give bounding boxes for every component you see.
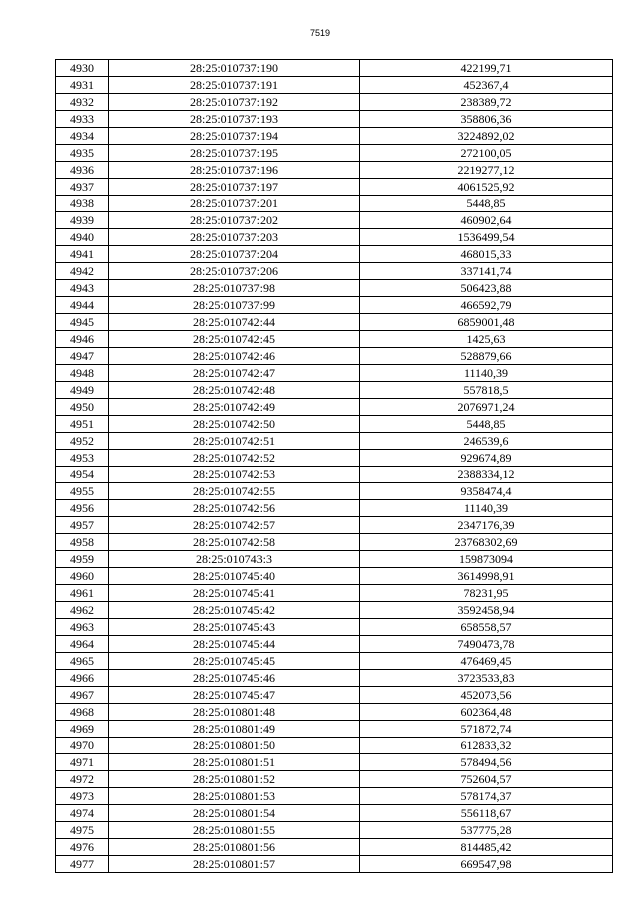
cadastral-number-cell: 28:25:010742:49 — [109, 398, 360, 415]
table-row — [56, 754, 613, 771]
cadastral-value-cell: 528879,66 — [360, 347, 613, 364]
cadastral-number-cell: 28:25:010742:56 — [109, 500, 360, 517]
table-row — [56, 195, 613, 212]
table-row — [56, 585, 613, 602]
table-body — [56, 60, 613, 873]
row-number-cell: 4943 — [56, 280, 109, 297]
cadastral-number-cell: 28:25:010742:55 — [109, 483, 360, 500]
row-number-cell: 4949 — [56, 381, 109, 398]
cadastral-number-cell: 28:25:010737:197 — [109, 178, 360, 195]
cadastral-value-cell: 6859001,48 — [360, 314, 613, 331]
cadastral-value-cell: 537775,28 — [360, 822, 613, 839]
cadastral-value-cell: 752604,57 — [360, 771, 613, 788]
cadastral-value-cell: 452073,56 — [360, 686, 613, 703]
row-number-cell: 4947 — [56, 347, 109, 364]
cadastral-value-cell: 5448,85 — [360, 195, 613, 212]
cadastral-number-cell: 28:25:010745:47 — [109, 686, 360, 703]
row-number-cell: 4956 — [56, 500, 109, 517]
cadastral-value-cell: 556118,67 — [360, 805, 613, 822]
row-number-cell: 4939 — [56, 212, 109, 229]
cadastral-number-cell: 28:25:010742:50 — [109, 415, 360, 432]
table-row — [56, 297, 613, 314]
cadastral-number-cell: 28:25:010801:54 — [109, 805, 360, 822]
cadastral-value-cell: 246539,6 — [360, 432, 613, 449]
cadastral-number-cell: 28:25:010745:44 — [109, 635, 360, 652]
row-number-cell: 4960 — [56, 568, 109, 585]
row-number-cell: 4957 — [56, 517, 109, 534]
row-number-cell: 4962 — [56, 602, 109, 619]
row-number-cell: 4966 — [56, 669, 109, 686]
cadastral-number-cell: 28:25:010737:203 — [109, 229, 360, 246]
row-number-cell: 4944 — [56, 297, 109, 314]
cadastral-value-cell: 460902,64 — [360, 212, 613, 229]
cadastral-value-cell: 78231,95 — [360, 585, 613, 602]
table-row — [56, 60, 613, 77]
cadastral-number-cell: 28:25:010737:194 — [109, 127, 360, 144]
row-number-cell: 4955 — [56, 483, 109, 500]
table-row — [56, 415, 613, 432]
table-row — [56, 381, 613, 398]
table-row — [56, 737, 613, 754]
table-row — [56, 618, 613, 635]
cadastral-number-cell: 28:25:010745:42 — [109, 602, 360, 619]
row-number-cell: 4938 — [56, 195, 109, 212]
table-row — [56, 771, 613, 788]
cadastral-value-cell: 337141,74 — [360, 263, 613, 280]
row-number-cell: 4961 — [56, 585, 109, 602]
table-row — [56, 686, 613, 703]
table-row — [56, 449, 613, 466]
row-number-cell: 4950 — [56, 398, 109, 415]
row-number-cell: 4934 — [56, 127, 109, 144]
cadastral-value-cell: 1425,63 — [360, 331, 613, 348]
cadastral-value-cell: 578494,56 — [360, 754, 613, 771]
table-row — [56, 212, 613, 229]
cadastral-number-cell: 28:25:010737:195 — [109, 144, 360, 161]
row-number-cell: 4952 — [56, 432, 109, 449]
cadastral-number-cell: 28:25:010745:46 — [109, 669, 360, 686]
row-number-cell: 4973 — [56, 788, 109, 805]
cadastral-number-cell: 28:25:010745:43 — [109, 618, 360, 635]
row-number-cell: 4940 — [56, 229, 109, 246]
row-number-cell: 4975 — [56, 822, 109, 839]
cadastral-value-table — [55, 59, 613, 873]
cadastral-number-cell: 28:25:010737:206 — [109, 263, 360, 280]
cadastral-value-cell: 2076971,24 — [360, 398, 613, 415]
row-number-cell: 4968 — [56, 703, 109, 720]
cadastral-number-cell: 28:25:010745:40 — [109, 568, 360, 585]
cadastral-number-cell: 28:25:010742:44 — [109, 314, 360, 331]
cadastral-number-cell: 28:25:010801:57 — [109, 856, 360, 873]
table-row — [56, 144, 613, 161]
cadastral-value-cell: 468015,33 — [360, 246, 613, 263]
cadastral-number-cell: 28:25:010737:190 — [109, 60, 360, 77]
cadastral-value-cell: 2219277,12 — [360, 161, 613, 178]
cadastral-value-cell: 612833,32 — [360, 737, 613, 754]
row-number-cell: 4931 — [56, 76, 109, 93]
row-number-cell: 4969 — [56, 720, 109, 737]
table-row — [56, 568, 613, 585]
table-row — [56, 229, 613, 246]
cadastral-number-cell: 28:25:010801:50 — [109, 737, 360, 754]
row-number-cell: 4967 — [56, 686, 109, 703]
table-row — [56, 635, 613, 652]
cadastral-value-cell: 2347176,39 — [360, 517, 613, 534]
cadastral-number-cell: 28:25:010801:48 — [109, 703, 360, 720]
cadastral-number-cell: 28:25:010742:47 — [109, 364, 360, 381]
cadastral-number-cell: 28:25:010737:192 — [109, 93, 360, 110]
cadastral-value-cell: 3224892,02 — [360, 127, 613, 144]
row-number-cell: 4933 — [56, 110, 109, 127]
table-row — [56, 110, 613, 127]
row-number-cell: 4965 — [56, 652, 109, 669]
cadastral-number-cell: 28:25:010737:201 — [109, 195, 360, 212]
cadastral-value-cell: 658558,57 — [360, 618, 613, 635]
table-row — [56, 720, 613, 737]
cadastral-number-cell: 28:25:010737:99 — [109, 297, 360, 314]
cadastral-value-cell: 814485,42 — [360, 839, 613, 856]
cadastral-value-cell: 272100,05 — [360, 144, 613, 161]
table-row — [56, 839, 613, 856]
row-number-cell: 4935 — [56, 144, 109, 161]
cadastral-value-cell: 466592,79 — [360, 297, 613, 314]
table-row — [56, 76, 613, 93]
table-row — [56, 856, 613, 873]
cadastral-number-cell: 28:25:010801:52 — [109, 771, 360, 788]
row-number-cell: 4971 — [56, 754, 109, 771]
row-number-cell: 4942 — [56, 263, 109, 280]
cadastral-number-cell: 28:25:010742:53 — [109, 466, 360, 483]
row-number-cell: 4972 — [56, 771, 109, 788]
cadastral-value-cell: 358806,36 — [360, 110, 613, 127]
table-row — [56, 534, 613, 551]
table-row — [56, 551, 613, 568]
row-number-cell: 4977 — [56, 856, 109, 873]
table-row — [56, 161, 613, 178]
table-row — [56, 703, 613, 720]
table-row — [56, 280, 613, 297]
row-number-cell: 4941 — [56, 246, 109, 263]
cadastral-number-cell: 28:25:010801:55 — [109, 822, 360, 839]
table-row — [56, 178, 613, 195]
table-row — [56, 93, 613, 110]
cadastral-number-cell: 28:25:010743:3 — [109, 551, 360, 568]
cadastral-number-cell: 28:25:010742:45 — [109, 331, 360, 348]
cadastral-value-cell: 578174,37 — [360, 788, 613, 805]
table-row — [56, 398, 613, 415]
cadastral-value-cell: 422199,71 — [360, 60, 613, 77]
row-number-cell: 4951 — [56, 415, 109, 432]
table-row — [56, 246, 613, 263]
table-row — [56, 500, 613, 517]
row-number-cell: 4930 — [56, 60, 109, 77]
table-row — [56, 263, 613, 280]
cadastral-value-cell: 11140,39 — [360, 364, 613, 381]
cadastral-value-cell: 3614998,91 — [360, 568, 613, 585]
cadastral-value-cell: 476469,45 — [360, 652, 613, 669]
row-number-cell: 4953 — [56, 449, 109, 466]
table-row — [56, 822, 613, 839]
row-number-cell: 4963 — [56, 618, 109, 635]
row-number-cell: 4936 — [56, 161, 109, 178]
table-row — [56, 788, 613, 805]
row-number-cell: 4946 — [56, 331, 109, 348]
cadastral-value-cell: 2388334,12 — [360, 466, 613, 483]
cadastral-value-cell: 3723533,83 — [360, 669, 613, 686]
cadastral-value-cell: 7490473,78 — [360, 635, 613, 652]
cadastral-value-cell: 452367,4 — [360, 76, 613, 93]
row-number-cell: 4976 — [56, 839, 109, 856]
row-number-cell: 4974 — [56, 805, 109, 822]
row-number-cell: 4959 — [56, 551, 109, 568]
page-number: 7519 — [309, 28, 331, 38]
cadastral-number-cell: 28:25:010745:45 — [109, 652, 360, 669]
cadastral-value-cell: 506423,88 — [360, 280, 613, 297]
cadastral-number-cell: 28:25:010801:53 — [109, 788, 360, 805]
cadastral-number-cell: 28:25:010745:41 — [109, 585, 360, 602]
cadastral-value-cell: 929674,89 — [360, 449, 613, 466]
cadastral-value-cell: 669547,98 — [360, 856, 613, 873]
table-row — [56, 669, 613, 686]
table-row — [56, 347, 613, 364]
table-row — [56, 483, 613, 500]
cadastral-number-cell: 28:25:010737:204 — [109, 246, 360, 263]
row-number-cell: 4937 — [56, 178, 109, 195]
cadastral-number-cell: 28:25:010801:56 — [109, 839, 360, 856]
cadastral-value-cell: 238389,72 — [360, 93, 613, 110]
cadastral-value-cell: 4061525,92 — [360, 178, 613, 195]
cadastral-value-cell: 557818,5 — [360, 381, 613, 398]
cadastral-value-cell: 11140,39 — [360, 500, 613, 517]
cadastral-value-cell: 5448,85 — [360, 415, 613, 432]
cadastral-value-cell: 23768302,69 — [360, 534, 613, 551]
cadastral-number-cell: 28:25:010801:49 — [109, 720, 360, 737]
table-row — [56, 517, 613, 534]
row-number-cell: 4964 — [56, 635, 109, 652]
table-row — [56, 466, 613, 483]
cadastral-value-cell: 159873094 — [360, 551, 613, 568]
table-row — [56, 331, 613, 348]
table-row — [56, 364, 613, 381]
row-number-cell: 4954 — [56, 466, 109, 483]
cadastral-number-cell: 28:25:010737:202 — [109, 212, 360, 229]
table-row — [56, 652, 613, 669]
cadastral-value-cell: 3592458,94 — [360, 602, 613, 619]
row-number-cell: 4948 — [56, 364, 109, 381]
cadastral-number-cell: 28:25:010801:51 — [109, 754, 360, 771]
table-row — [56, 805, 613, 822]
cadastral-number-cell: 28:25:010742:57 — [109, 517, 360, 534]
cadastral-number-cell: 28:25:010737:193 — [109, 110, 360, 127]
row-number-cell: 4958 — [56, 534, 109, 551]
cadastral-number-cell: 28:25:010737:98 — [109, 280, 360, 297]
cadastral-value-cell: 602364,48 — [360, 703, 613, 720]
cadastral-value-cell: 1536499,54 — [360, 229, 613, 246]
row-number-cell: 4945 — [56, 314, 109, 331]
row-number-cell: 4932 — [56, 93, 109, 110]
table-row — [56, 314, 613, 331]
cadastral-number-cell: 28:25:010742:52 — [109, 449, 360, 466]
cadastral-number-cell: 28:25:010742:48 — [109, 381, 360, 398]
cadastral-number-cell: 28:25:010737:191 — [109, 76, 360, 93]
table-row — [56, 602, 613, 619]
cadastral-number-cell: 28:25:010742:46 — [109, 347, 360, 364]
row-number-cell: 4970 — [56, 737, 109, 754]
table-row — [56, 432, 613, 449]
cadastral-value-cell: 9358474,4 — [360, 483, 613, 500]
cadastral-number-cell: 28:25:010742:58 — [109, 534, 360, 551]
cadastral-number-cell: 28:25:010737:196 — [109, 161, 360, 178]
cadastral-number-cell: 28:25:010742:51 — [109, 432, 360, 449]
cadastral-value-cell: 571872,74 — [360, 720, 613, 737]
table-row — [56, 127, 613, 144]
